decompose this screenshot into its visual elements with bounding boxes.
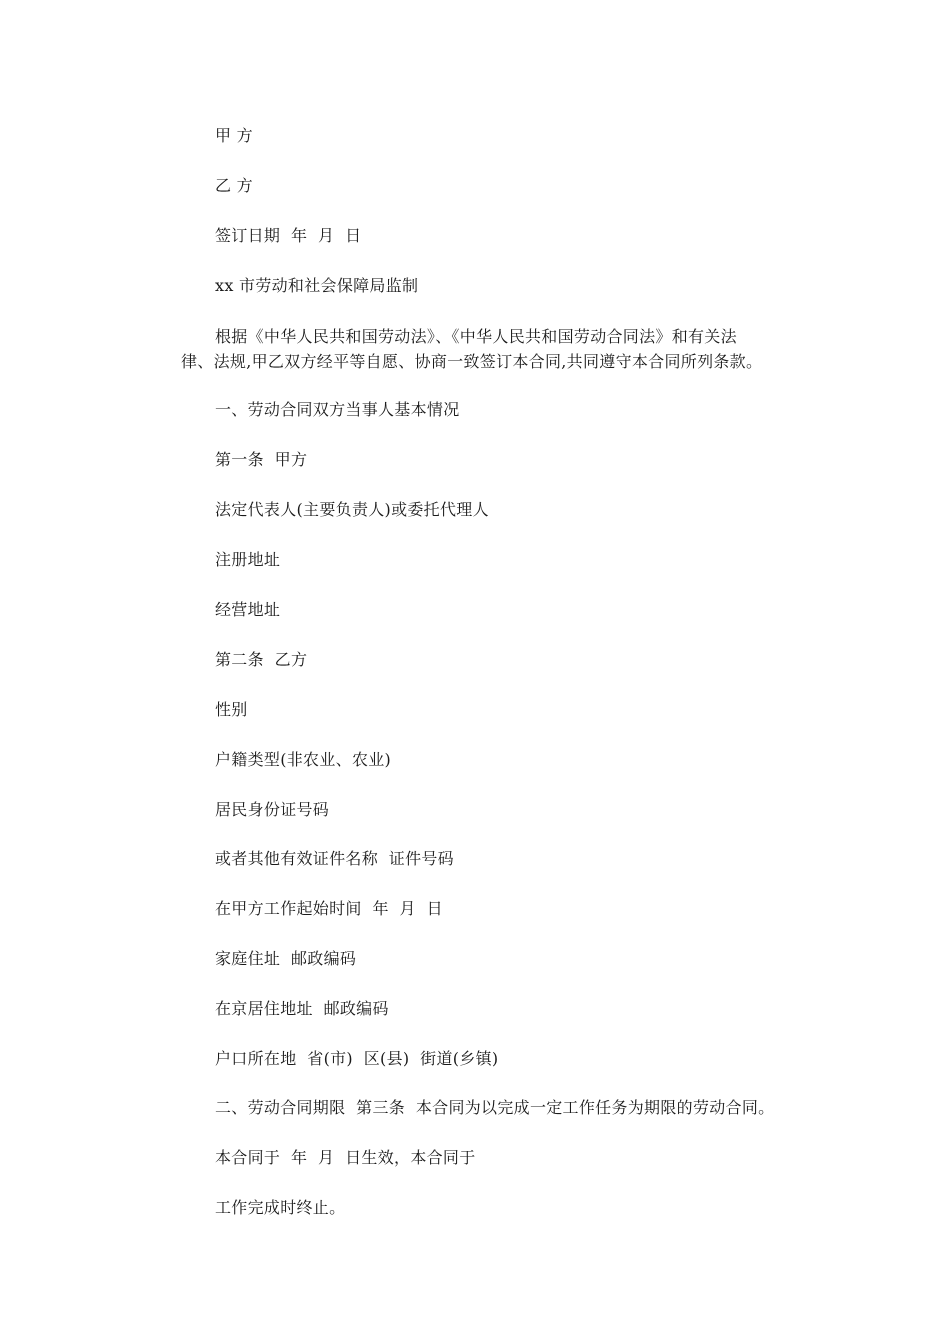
home-address-field: 家庭住址 邮政编码 (215, 949, 357, 968)
registered-address-field: 注册地址 (215, 550, 281, 569)
gender-field: 性别 (215, 700, 248, 719)
beijing-address-field: 在京居住地址 邮政编码 (215, 999, 389, 1018)
household-type-field: 户籍类型(非农业、农业) (215, 750, 392, 769)
sign-date-line: 签订日期 年 月 日 (215, 226, 362, 245)
start-time-field: 在甲方工作起始时间 年 月 日 (215, 899, 443, 918)
supervisor-line: xx 市劳动和社会保障局监制 (215, 276, 419, 295)
id-number-field: 居民身份证号码 (215, 800, 330, 819)
legal-rep-field: 法定代表人(主要负责人)或委托代理人 (215, 500, 489, 519)
preamble-line-1: 根据《中华人民共和国劳动法》、《中华人民共和国劳动合同法》和有关法 (215, 327, 737, 346)
party-b-label: 乙 方 (215, 176, 253, 195)
section-1-title: 一、劳动合同双方当事人基本情况 (215, 400, 460, 419)
preamble-paragraph (181, 324, 781, 374)
preamble-line-2: 律、法规,甲乙双方经平等自愿、协商一致签订本合同,共同遵守本合同所列条款。 (181, 352, 763, 371)
party-a-label: 甲 方 (215, 126, 253, 145)
article-2-heading: 第二条 乙方 (215, 650, 308, 669)
article-1-heading: 第一条 甲方 (215, 450, 308, 469)
business-address-field: 经营地址 (215, 600, 281, 619)
hukou-location-field: 户口所在地 省(市) 区(县) 街道(乡镇) (215, 1049, 499, 1068)
other-id-field: 或者其他有效证件名称 证件号码 (215, 849, 454, 868)
termination-line: 工作完成时终止。 (215, 1198, 346, 1217)
section-2-line: 二、劳动合同期限 第三条 本合同为以完成一定工作任务为期限的劳动合同。 (215, 1098, 775, 1117)
effective-date-line: 本合同于 年 月 日生效，本合同于 (215, 1148, 476, 1167)
